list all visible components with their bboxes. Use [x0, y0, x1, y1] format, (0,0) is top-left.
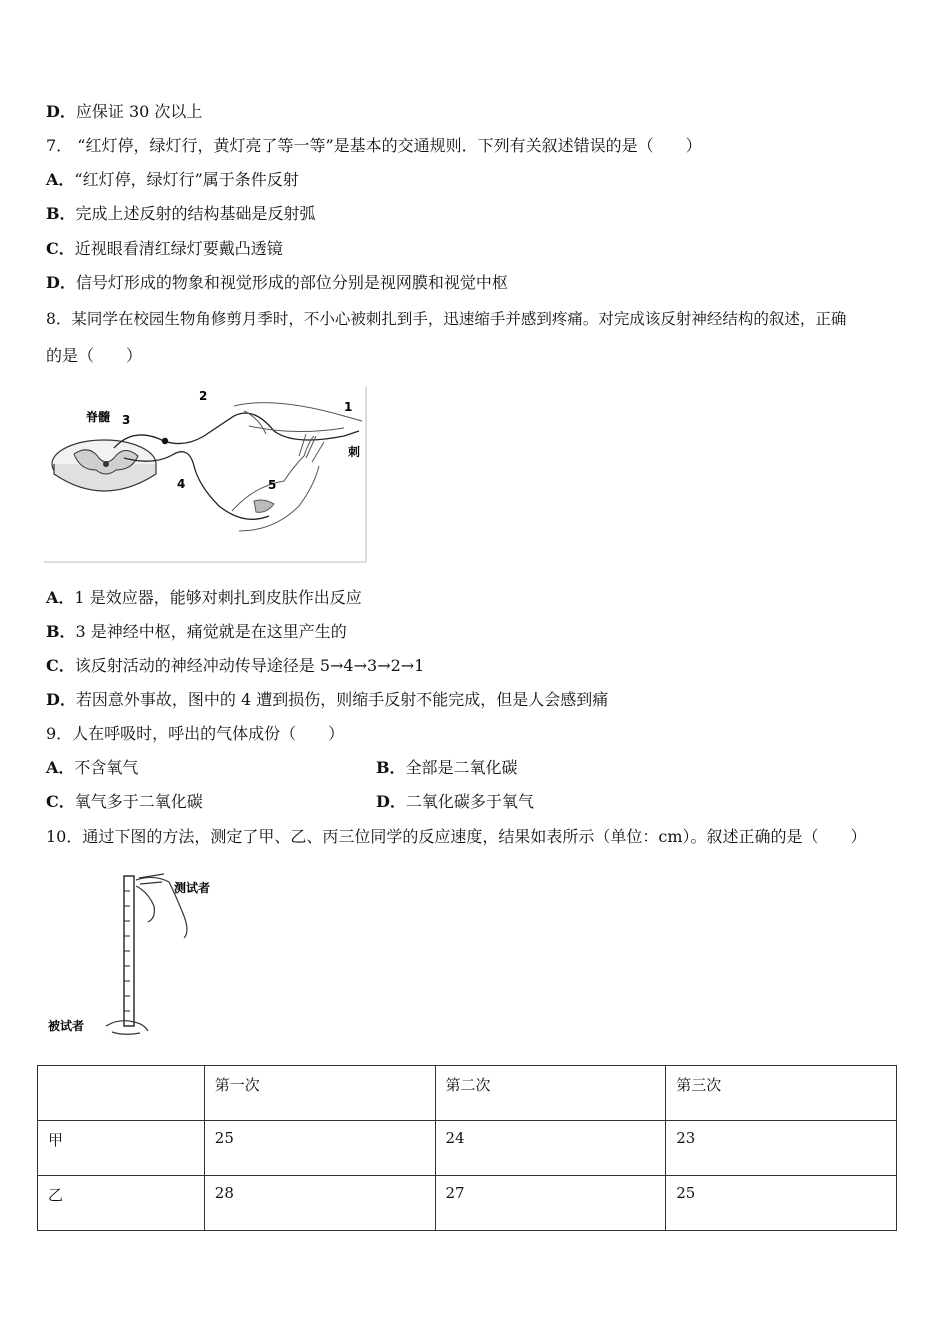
q10-stem: 10．通过下图的方法，测定了甲、乙、丙三位同学的反应速度，结果如表所示（单位：cm）。叙述正确的是（ ）	[46, 827, 867, 846]
q9-option-d	[376, 791, 534, 813]
option-text: 全部是二氧化碳	[405, 758, 518, 777]
q9-option-c	[46, 791, 203, 813]
table-cell: 24	[435, 1121, 666, 1176]
table-cell: 23	[666, 1121, 897, 1176]
label-subject: 被试者	[48, 1019, 85, 1033]
spinal-cord-drawing	[52, 440, 156, 491]
option-text: 完成上述反射的结构基础是反射弧	[75, 204, 316, 223]
option-letter: B．	[46, 204, 76, 223]
table-row	[38, 1176, 897, 1231]
label-1: 1	[344, 400, 353, 414]
table-header-cell	[38, 1066, 205, 1121]
q6-option-d	[46, 101, 202, 123]
label-thorn: 刺	[348, 445, 361, 459]
table-header-cell: 第三次	[666, 1066, 897, 1121]
q9-stem: 9．人在呼吸时，呼出的气体成份（ ）	[46, 724, 345, 743]
q7-option-d	[46, 272, 508, 294]
option-text: 不含氧气	[74, 758, 139, 777]
label-spinal-cord: 脊髓	[86, 410, 111, 424]
ruler-test-figure	[44, 866, 244, 1038]
option-text: 氧气多于二氧化碳	[74, 792, 203, 811]
q9-option-a	[46, 757, 138, 779]
option-text: 近视眼看清红绿灯要戴凸透镜	[74, 239, 283, 258]
option-letter: D．	[46, 102, 76, 121]
q8-stem-line2: 的是（ ）	[46, 346, 143, 365]
option-text: 信号灯形成的物象和视觉形成的部位分别是视网膜和视觉中枢	[75, 273, 508, 292]
q8-option-b	[46, 621, 347, 643]
option-letter: C．	[46, 656, 75, 675]
option-text: 二氧化碳多于氧气	[405, 792, 534, 811]
option-letter: B．	[46, 622, 76, 641]
option-letter: A．	[46, 758, 75, 777]
table-cell: 甲	[38, 1121, 205, 1176]
option-letter: C．	[46, 792, 75, 811]
table-cell: 25	[204, 1121, 435, 1176]
option-letter: A．	[46, 588, 75, 607]
label-4: 4	[177, 477, 186, 491]
option-letter: C．	[46, 239, 75, 258]
option-text: “红灯停，绿灯行”属于条件反射	[74, 170, 299, 189]
option-letter: D．	[46, 273, 76, 292]
table-cell: 25	[666, 1176, 897, 1231]
reflex-arc-figure	[44, 386, 368, 564]
option-letter: A．	[46, 170, 75, 189]
option-text: 应保证 30 次以上	[75, 102, 203, 121]
q8-stem-line1: 8．某同学在校园生物角修剪月季时，不小心被刺扎到手，迅速缩手并感到疼痛。对完成该反射神经结构的叙述，正确	[46, 310, 847, 328]
q8-option-a	[46, 587, 362, 609]
q8-option-c	[46, 655, 424, 677]
table-header-cell: 第二次	[435, 1066, 666, 1121]
option-letter: D．	[376, 792, 406, 811]
ganglion-dot	[162, 438, 168, 444]
label-2: 2	[199, 389, 208, 403]
table-row	[38, 1121, 897, 1176]
q7-option-a	[46, 169, 299, 191]
q7-option-b	[46, 203, 316, 225]
table-header-row	[38, 1066, 897, 1121]
label-tester: 测试者	[174, 881, 211, 895]
option-letter: D．	[46, 690, 76, 709]
option-text: 3 是神经中枢，痛觉就是在这里产生的	[75, 622, 347, 641]
reaction-results-table	[37, 1065, 897, 1231]
table-cell: 27	[435, 1176, 666, 1231]
q9-option-b	[376, 757, 518, 779]
table-cell: 乙	[38, 1176, 205, 1231]
q8-option-d	[46, 689, 608, 711]
q7-stem: 7． “红灯停，绿灯行，黄灯亮了等一等”是基本的交通规则．下列有关叙述错误的是（ ）	[46, 136, 702, 155]
label-5: 5	[268, 478, 277, 492]
option-text: 该反射活动的神经冲动传导途径是 5→4→3→2→1	[74, 656, 425, 675]
table-header-cell: 第一次	[204, 1066, 435, 1121]
arm-drawing	[232, 403, 362, 531]
option-letter: B．	[376, 758, 406, 777]
option-text: 1 是效应器，能够对刺扎到皮肤作出反应	[74, 588, 362, 607]
ruler-drawing	[124, 876, 134, 1026]
label-3: 3	[122, 413, 131, 427]
option-text: 若因意外事故，图中的 4 遭到损伤，则缩手反射不能完成，但是人会感到痛	[75, 690, 609, 709]
table-cell: 28	[204, 1176, 435, 1231]
q7-option-c	[46, 238, 283, 260]
